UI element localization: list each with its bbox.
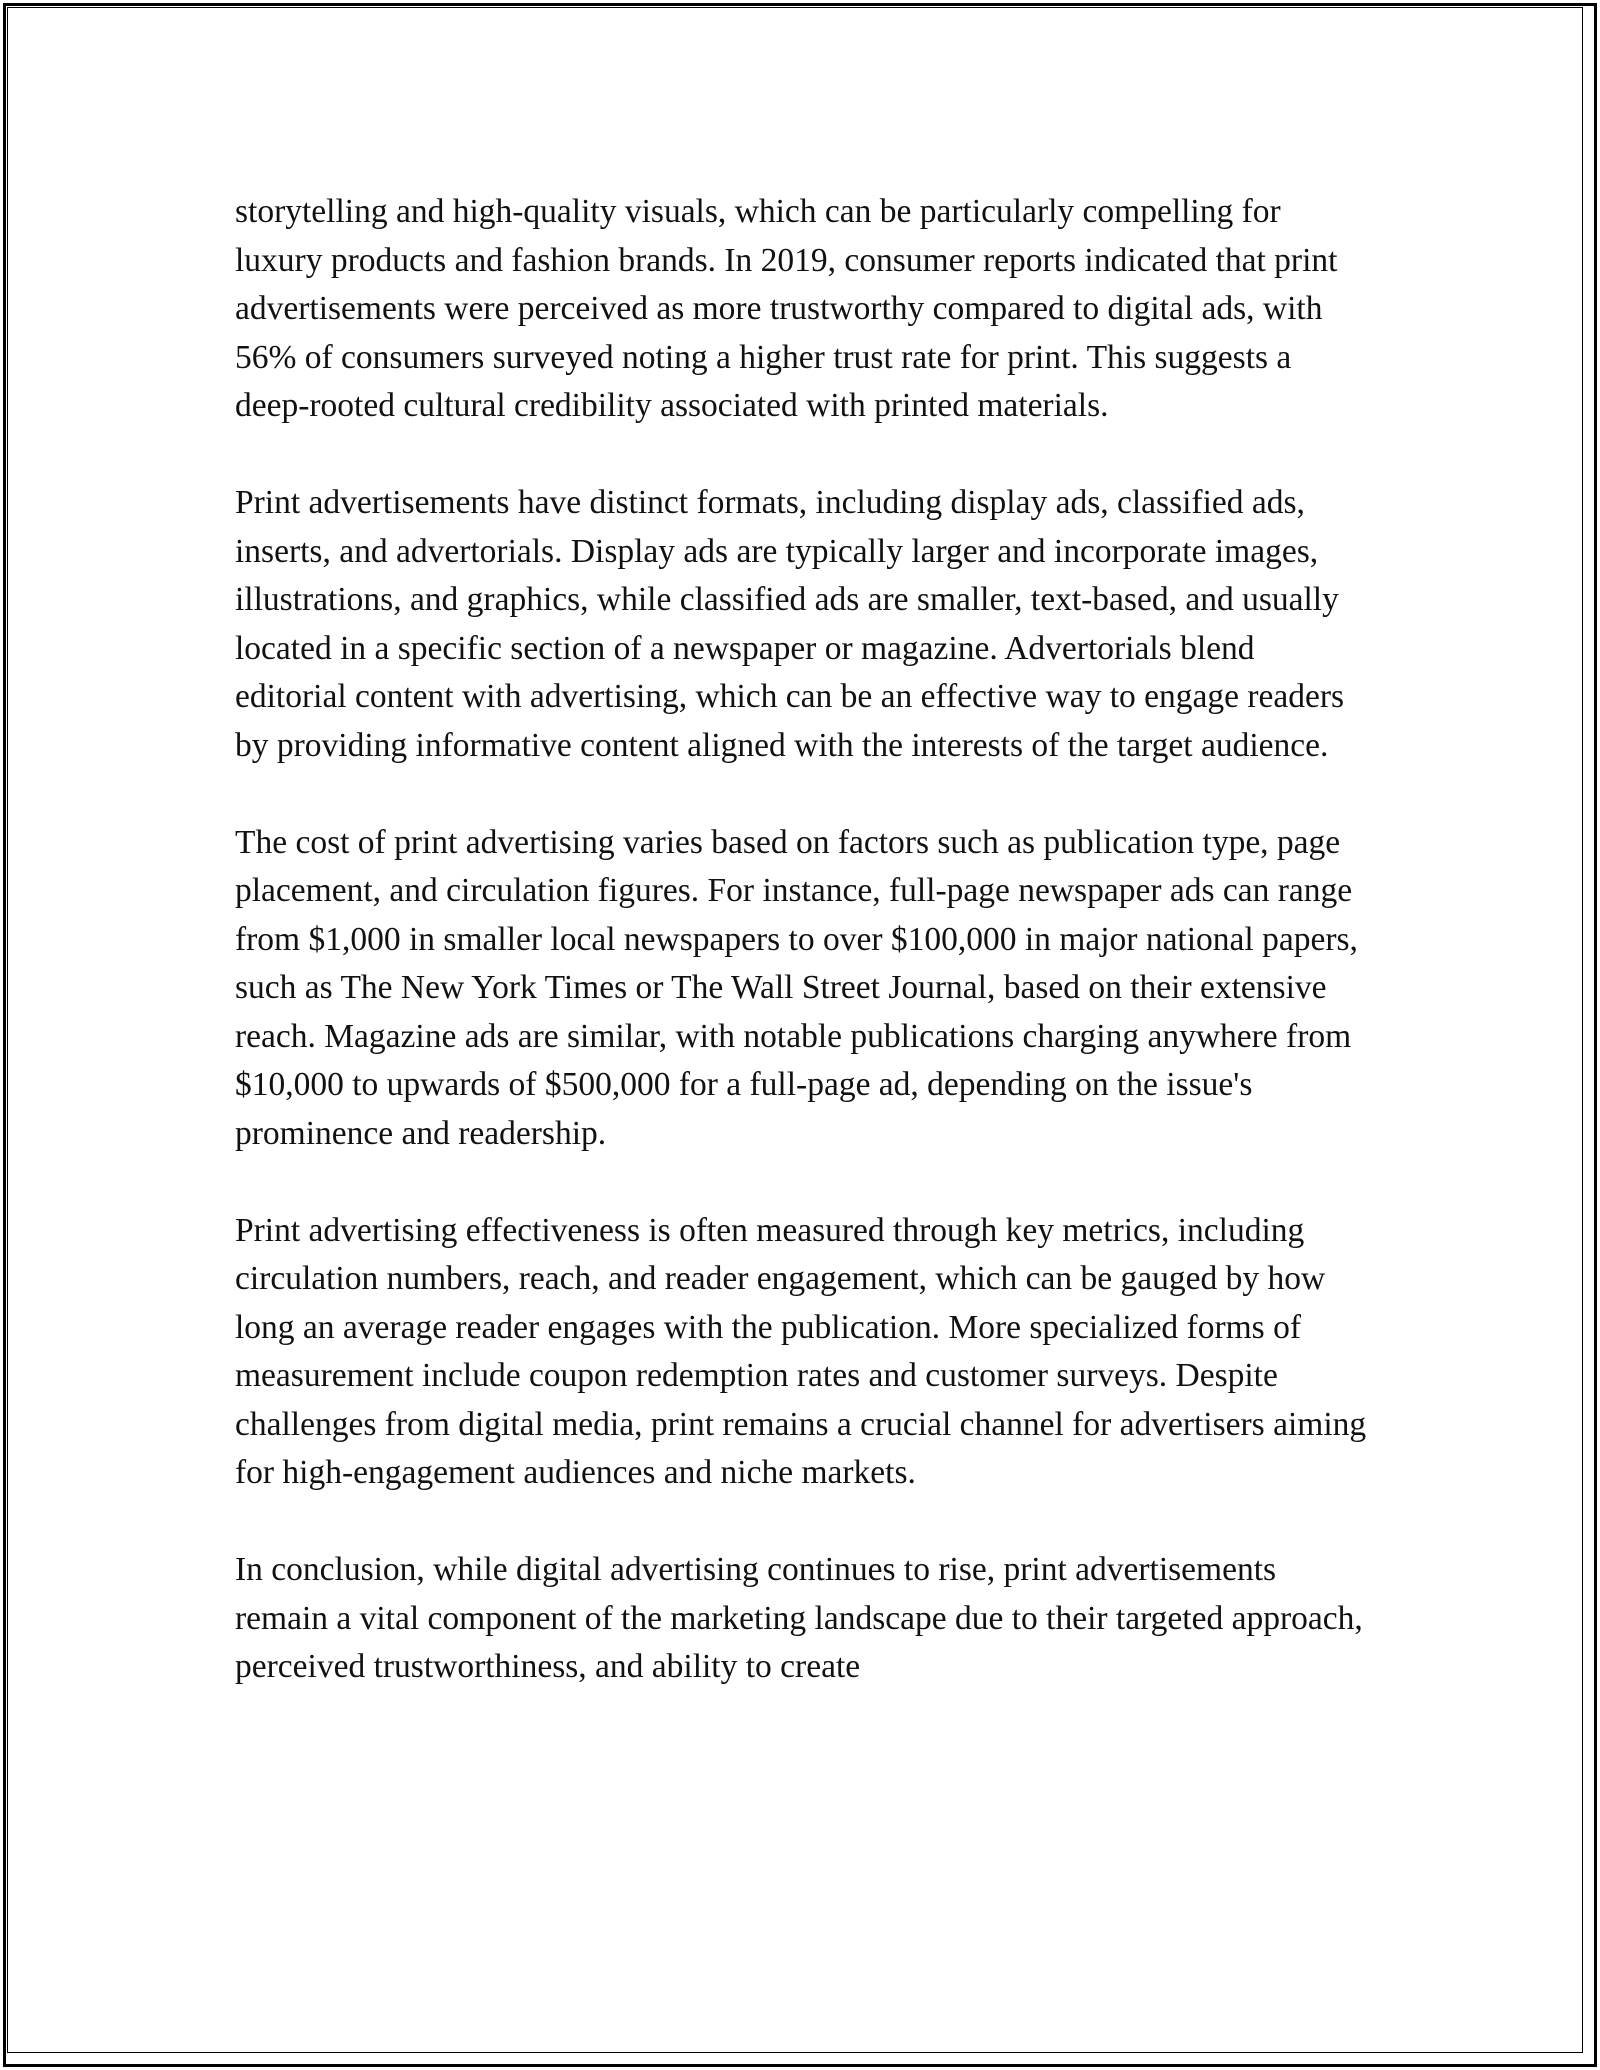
paragraph-print-cost: The cost of print advertising varies based on factors such as publication type, page placement, and circulation figures. For instance, full-page newspaper ads can range from $1,000 in smaller local newspapers to over $100,000 in major national papers, such as The New York Times or The Wall Street Journal, based on their extensive reach. Magazine ads are similar, with notable publications charging anywhere from $10,000 to upwards of $500,000 for a full-page ad, depending on the issue's prominence and readership. [235,823,1358,1152]
paragraph-print-effectiveness: Print advertising effectiveness is often measured through key metrics, including circulation numbers, reach, and reader engagement, which can be gauged by how long an average reader engages with the publication. More specialized forms of measurement include coupon redemption rates and customer surveys. Despite challenges from digital media, print remains a crucial channel for advertisers aiming for high-engagement audiences and niche markets. [235,1211,1367,1491]
paragraph-print-trust: storytelling and high-quality visuals, which can be particularly compelling for luxury products and fashion brands. In 2019, consumer reports indicated that print advertisements were perceived as more trustworthy compared to digital ads, with 56% of consumers surveyed noting a higher trust rate for print. This suggests a deep-rooted cultural credibility associated with printed materials. [235,193,1338,424]
paragraph-print-formats: Print advertisements have distinct formats, including display ads, classified ads, inserts, and advertorials. Display ads are typically larger and incorporate images, illustrations, and graphics, while classified ads are smaller, text-based, and usually located in a specific section of a newspaper or magazine. Advertorials blend editorial content with advertising, which can be an effective way to engage readers by providing informative content aligned with the interests of the target audience. [235,484,1345,764]
paragraph-conclusion: In conclusion, while digital advertising continues to rise, print advertisements remain a vital component of the marketing landscape due to their targeted approach, perceived trustworthiness, and ability to create [235,1551,1363,1685]
page-body [235,188,1370,1692]
